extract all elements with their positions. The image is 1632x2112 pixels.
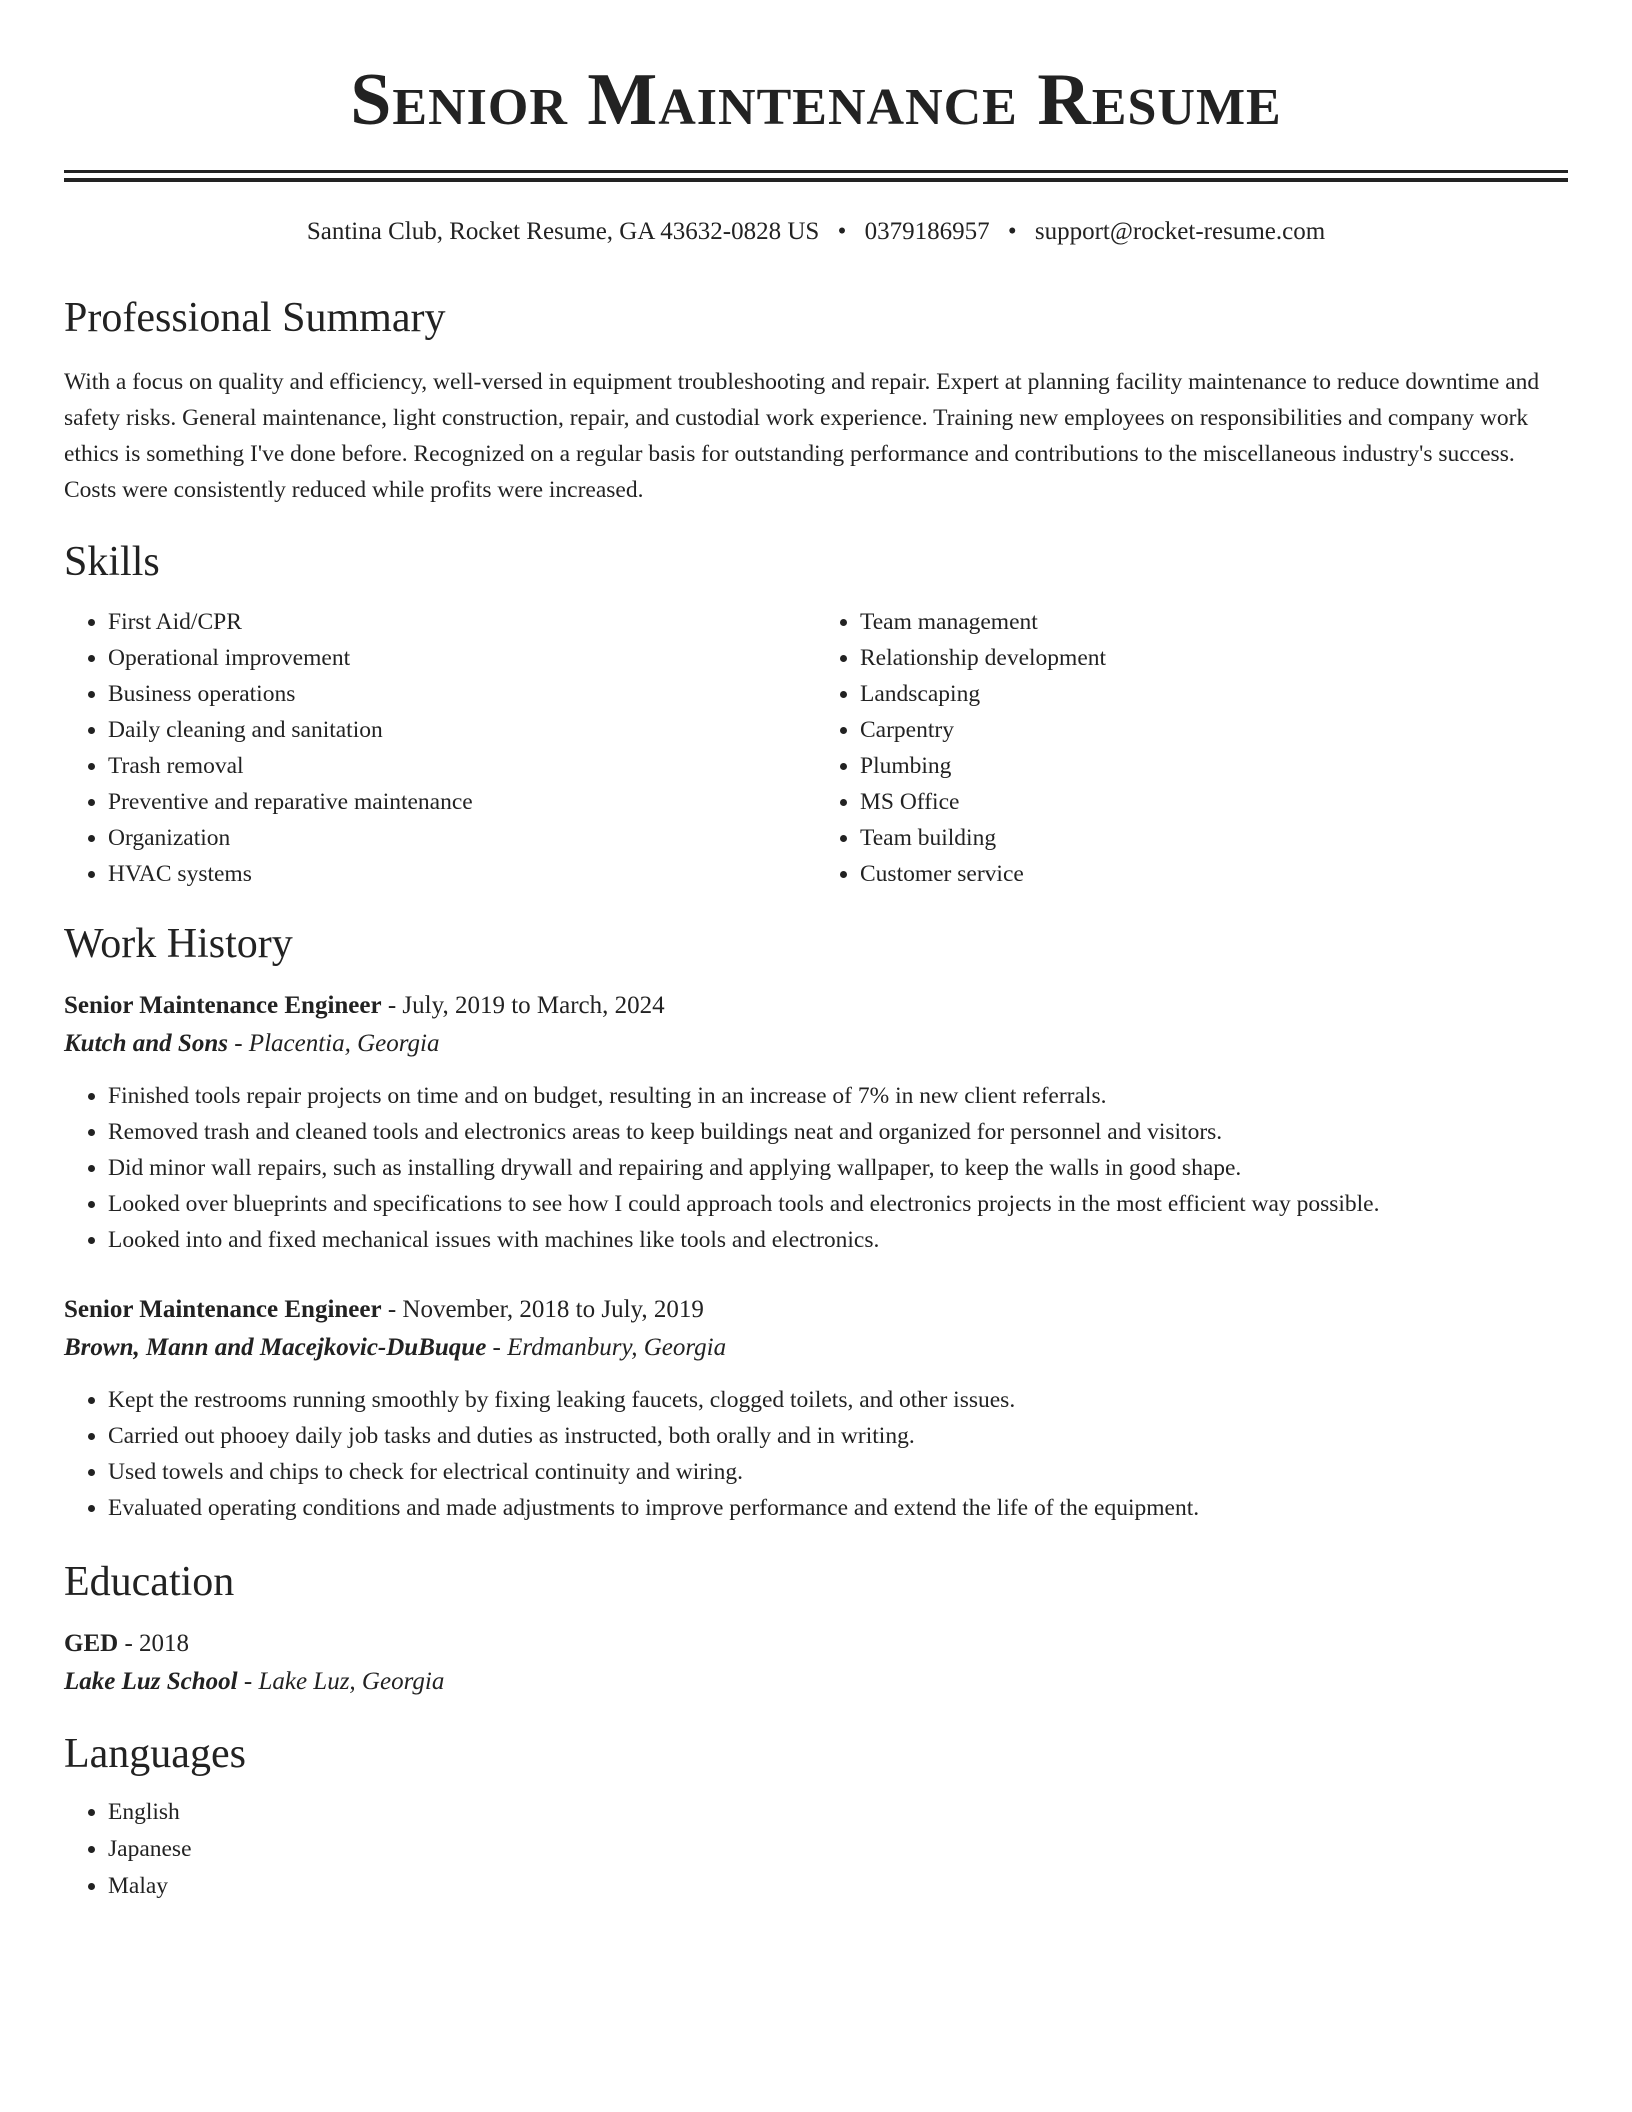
contact-line: [64, 216, 1568, 248]
job-location: - Erdmanbury, Georgia: [486, 1334, 727, 1361]
skills-list-right: [816, 604, 1568, 892]
job-title: Senior Maintenance Engineer: [64, 992, 382, 1019]
skill-item: • Daily cleaning and sanitation: [108, 712, 816, 748]
contact-separator: •: [837, 218, 847, 245]
skill-item: • Relationship development: [860, 640, 1568, 676]
job-title-line: [64, 988, 1568, 1024]
contact-phone: 0379186957: [864, 218, 990, 245]
contact-email: support@rocket-resume.com: [1034, 218, 1326, 245]
job-bullet: • Did minor wall repairs, such as installing drywall and repairing and applying wallpaper, to keep the walls in good shape.: [108, 1150, 1568, 1186]
job-bullet: • Looked over blueprints and specifications to see how I could approach tools and electronics projects in the most efficient way possible.: [108, 1186, 1568, 1222]
job-bullet: • Used towels and chips to check for electrical continuity and wiring.: [108, 1454, 1568, 1490]
job-entry: [64, 1292, 1568, 1526]
degree-year: - 2018: [118, 1630, 190, 1657]
work-history-heading: Work History: [64, 921, 293, 967]
job-bullet: • Evaluated operating conditions and made adjustments to improve performance and extend the life of the equipment.: [108, 1490, 1568, 1526]
job-bullet: • Finished tools repair projects on time and on budget, resulting in an increase of 7% in new client referrals.: [108, 1078, 1568, 1114]
language-item: • English: [108, 1794, 1568, 1831]
job-company: Brown, Mann and Macejkovic-DuBuque: [64, 1334, 487, 1361]
skill-item: • Landscaping: [860, 676, 1568, 712]
title-double-rule: [64, 170, 1568, 182]
job-bullet: • Looked into and fixed mechanical issues with machines like tools and electronics.: [108, 1222, 1568, 1258]
skills-section: [64, 536, 1568, 892]
school-line: [64, 1662, 1568, 1702]
job-company-line: [64, 1328, 1568, 1368]
skill-item: • Customer service: [860, 856, 1568, 892]
education-entry: [64, 1626, 1568, 1702]
skill-item: • Business operations: [108, 676, 816, 712]
job-company-line: [64, 1024, 1568, 1064]
languages-section: [64, 1728, 1568, 1905]
summary-heading: Professional Summary: [64, 295, 446, 341]
skill-item: • Organization: [108, 820, 816, 856]
work-history-section: [64, 918, 1568, 1526]
skill-item: • Plumbing: [860, 748, 1568, 784]
summary-section: [64, 292, 1568, 508]
skill-item: • HVAC systems: [108, 856, 816, 892]
job-entry: [64, 988, 1568, 1258]
skill-item: • Trash removal: [108, 748, 816, 784]
degree: GED: [64, 1630, 119, 1657]
job-company: Kutch and Sons: [64, 1030, 228, 1057]
school-location: - Lake Luz, Georgia: [237, 1668, 445, 1695]
resume-title: Senior Maintenance Resume: [350, 59, 1282, 141]
skills-heading: Skills: [64, 539, 160, 585]
contact-separator: •: [1007, 218, 1017, 245]
job-location: - Placentia, Georgia: [227, 1030, 440, 1057]
languages-list: [64, 1794, 1568, 1905]
skill-item: • MS Office: [860, 784, 1568, 820]
degree-line: [64, 1626, 1568, 1662]
summary-text: With a focus on quality and efficiency, well-versed in equipment troubleshooting and repair. Expert at planning facility maintenance to reduce downtime and safety risks. General maintenance, light construction, repair, and custodial work experience. Training new employees on responsibilities and company work ethics is something I've done before. Recognized on a regular basis for outstanding performance and contributions to the miscellaneous industry's success. Costs were consistently reduced while profits were increased.: [64, 369, 1540, 503]
job-bullets: [64, 1382, 1568, 1526]
job-bullet: • Carried out phooey daily job tasks and duties as instructed, both orally and in writing.: [108, 1418, 1568, 1454]
education-heading: Education: [64, 1559, 235, 1605]
job-title-line: [64, 1292, 1568, 1328]
skill-item: • First Aid/CPR: [108, 604, 816, 640]
skills-list-left: [64, 604, 816, 892]
education-section: [64, 1556, 1568, 1702]
job-dates: - November, 2018 to July, 2019: [381, 1296, 704, 1323]
skill-item: • Team management: [860, 604, 1568, 640]
languages-heading: Languages: [64, 1731, 246, 1777]
language-item: • Malay: [108, 1868, 1568, 1905]
job-title: Senior Maintenance Engineer: [64, 1296, 382, 1323]
skill-item: • Operational improvement: [108, 640, 816, 676]
language-item: • Japanese: [108, 1831, 1568, 1868]
school-name: Lake Luz School: [64, 1668, 238, 1695]
job-bullets: [64, 1078, 1568, 1258]
skill-item: • Team building: [860, 820, 1568, 856]
job-dates: - July, 2019 to March, 2024: [381, 992, 665, 1019]
job-bullet: • Kept the restrooms running smoothly by fixing leaking faucets, clogged toilets, and other issues.: [108, 1382, 1568, 1418]
contact-address: Santina Club, Rocket Resume, GA 43632-0828 US: [306, 218, 820, 245]
skills-columns: [64, 604, 1568, 892]
skill-item: • Preventive and reparative maintenance: [108, 784, 816, 820]
job-bullet: • Removed trash and cleaned tools and electronics areas to keep buildings neat and organized for personnel and visitors.: [108, 1114, 1568, 1150]
skill-item: • Carpentry: [860, 712, 1568, 748]
